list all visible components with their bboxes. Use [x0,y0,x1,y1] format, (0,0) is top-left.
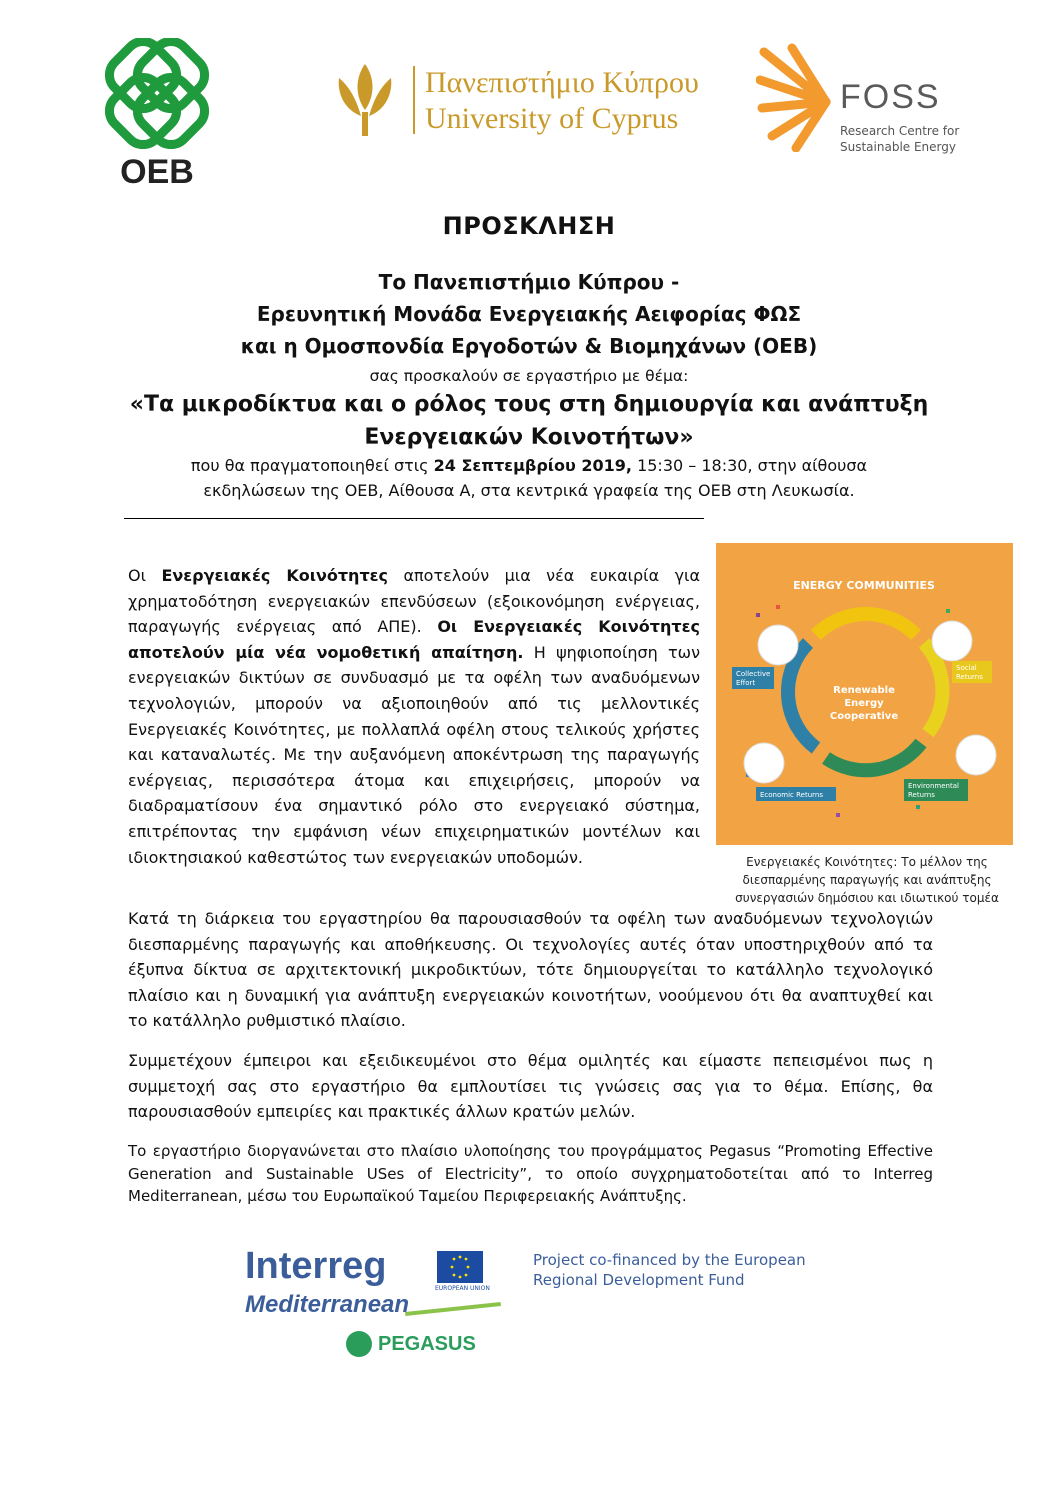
figure-heading: ENERGY COMMUNITIES [793,579,935,592]
eu-flag-icon [437,1251,483,1283]
event-details-line-1: που θα πραγματοποιηθεί στις 24 Σεπτεμβρίου 2019, 15:30 – 18:30, στην αίθουσα [190,456,868,475]
foss-name: FOSS [840,78,941,116]
energy-communities-figure [716,543,1013,845]
mediterranean-wordmark: Mediterranean [245,1291,410,1318]
mediterranean-swoosh [405,1302,501,1316]
figure-label-economic: Economic Returns [760,791,823,799]
ucy-name-greek: Πανεπιστήμιο Κύπρου [425,66,699,99]
event-date: 24 Σεπτεμβρίου 2019, [433,456,632,475]
figure-label-collective-1: Collective [736,670,771,678]
pegasus-wordmark: PEGASUS [378,1333,476,1355]
figure-label-social-2: Returns [956,673,983,681]
paragraph-energy-communities: Οι Ενεργειακές Κοινότητες αποτελούν μια νέα ευκαιρία για χρηματοδότηση ενεργειακών επενδύσεων (εξοικονόμηση ενέργειας, παραγωγής ενέργειας από ΑΠΕ). Οι Ενεργειακές Κοινότητες αποτελούν μία νέα νομοθετική απαίτηση. Η ψηφιοποίηση των ενεργειακών δικτύων σε συνδυασμό με τα οφέλη των αναδυόμενων τεχνολογιών, μπορούν να αξιοποιηθούν από τις μελλοντικές Ενεργειακές Κοινότητες, με πολλαπλά οφέλη στους τελικούς χρήστες και καταναλωτές. Με την αυξανόμενη αποκέντρωση της παραγωγής ενέργειας, περισσότερα άτομα και επιχειρήσεις, μπορούν να διαδραματίσουν ένα σημαντικό ρόλο στο ενεργειακό σύστημα, επιτρέποντας την εμφάνιση νέων επιχειρηματικών μοντέλων και ιδιοκτησιακού καθεστώτος των ενεργειακών υποδομών. [128,566,701,867]
foss-logo [756,42,966,160]
organizer-line-1: Το Πανεπιστήμιο Κύπρου - [378,270,680,294]
event-details-line-2: εκδηλώσεων της ΟΕΒ, Αίθουσα Α, στα κεντρικά γραφεία της ΟΕΒ στη Λευκωσία. [203,481,855,500]
figure-caption: Ενεργειακές Κοινότητες: Το μέλλον της διεσπαρμένης παραγωγής και ανάπτυξης συνεργασιών δημόσιου και ιδιωτικού τομέα [735,855,999,905]
cofinance-line-2: Regional Development Fund [533,1271,745,1289]
interreg-wordmark: Interreg [245,1245,387,1287]
figure-label-environmental-1: Environmental [908,782,959,790]
oeb-logo [92,38,222,188]
paragraph-workshop-benefits: Κατά τη διάρκεια του εργαστηρίου θα παρουσιασθούν τα οφέλη των αναδυόμενων τεχνολογιών διεσπαρμένης παραγωγής και αποθήκευσης. Οι τεχνολογίες αυτές όταν υποστηριχθούν από τα έξυπνα δίκτυα σε αρχιτεκτονική μικροδικτύων, τότε δημιουργείται το κατάλληλο τεχνολογικό πλαίσιο και η δυναμική για ανάπτυξη ενεργειακών κοινοτήτων, νοούμενου ότι θα αναπτυχθεί και το κατάλληλο ρυθμιστικό πλαίσιο. [128,909,933,1031]
figure-label-social-1: Social [956,664,977,672]
foss-sunburst-icon [756,42,836,152]
ucy-emblem-icon [325,60,405,140]
divider [124,518,704,519]
eu-label: EUROPEAN UNION [435,1285,490,1292]
paragraph-speakers: Συμμετέχουν έμπειροι και εξειδικευμένοι στο θέμα ομιλητές και είμαστε πεπεισμένοι πως η συμμετοχή σας στο εργαστήριο θα εμπλουτίσει τις γνώσεις σας για το θέμα. Επίσης, θα παρουσιασθούν εμπειρίες και πρακτικές άλλων κρατών μελών. [128,1051,933,1122]
figure-center-line1: Renewable [833,685,895,696]
figure-label-collective-2: Effort [736,679,756,687]
topic-line-2: Ενεργειακών Κοινοτήτων» [364,425,694,450]
foss-subtitle-line2: Sustainable Energy [840,140,956,154]
document-title: ΠΡΟΣΚΛΗΣΗ [442,212,616,240]
organizer-line-2: Ερευνητική Μονάδα Ενεργειακής Αειφορίας ΦΩΣ [256,302,802,326]
oeb-logo-text: OEB [120,153,194,188]
cofinance-note [533,1250,806,1290]
pegasus-icon [346,1331,372,1357]
ucy-name-english: University of Cyprus [425,102,679,135]
organizer-line-3: και η Ομοσπονδία Εργοδοτών & Βιομηχάνων (ΟΕΒ) [240,334,818,358]
figure-center-line2: Energy [844,698,884,709]
topic-line-1: «Τα μικροδίκτυα και ο ρόλος τους στη δημιουργία και ανάπτυξη [129,392,929,417]
cofinance-line-1: Project co-financed by the European [533,1251,806,1269]
paragraph-pegasus-funding: Το εργαστήριο διοργανώνεται στο πλαίσιο υλοποίησης του προγράμματος Pegasus “Promoting Effective Generation and Sustainable USes of Electricity”, το οποίο συγχρηματοδοτείται από το Interreg Mediterranean, μέσω του Ευρωπαϊκού Ταμείου Περιφερειακής Ανάπτυξης. [128,1142,933,1205]
figure-center-line3: Cooperative [829,711,899,722]
pegasus-logo [346,1325,496,1365]
invite-line: σας προσκαλούν σε εργαστήριο με θέμα: [369,367,689,385]
foss-subtitle-line1: Research Centre for [840,124,960,138]
figure-label-environmental-2: Returns [908,791,935,799]
ucy-logo [325,60,735,140]
